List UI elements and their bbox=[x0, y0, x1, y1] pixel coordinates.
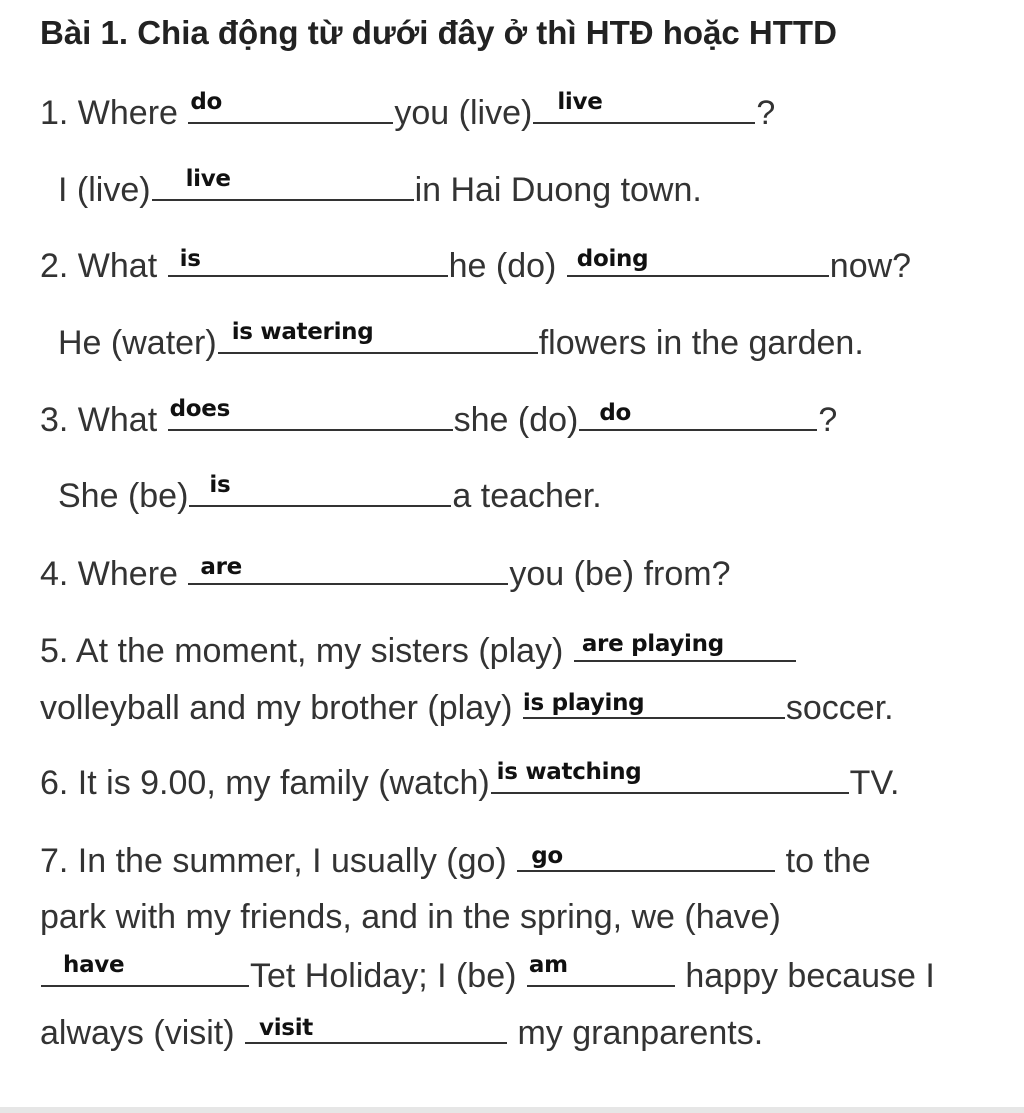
question-5-line-1 bbox=[40, 630, 797, 671]
q3-text-a: 3. What bbox=[40, 401, 167, 439]
q7-text-e: happy because I bbox=[675, 957, 935, 995]
q2-blank-1 bbox=[168, 245, 448, 277]
question-7-line-1 bbox=[40, 840, 871, 881]
q2r-text-a: He (water) bbox=[58, 324, 217, 362]
q2r-answer-1: is watering bbox=[231, 319, 374, 345]
q2-text-a: 2. What bbox=[40, 247, 167, 285]
question-1-response bbox=[58, 166, 702, 210]
q7-blank-4 bbox=[245, 1012, 507, 1044]
question-7-line-2 bbox=[40, 897, 781, 937]
q3-text-c: ? bbox=[818, 401, 838, 439]
q1-text-c: ? bbox=[756, 94, 776, 132]
q5-answer-1: are playing bbox=[581, 631, 724, 657]
q7-answer-3: am bbox=[528, 952, 568, 978]
q5-text-c: soccer. bbox=[785, 689, 894, 727]
q1r-text-a: I (live) bbox=[58, 171, 151, 209]
q5-text-a: 5. At the moment, my sisters (play) bbox=[40, 632, 573, 670]
question-7-line-4 bbox=[40, 1012, 763, 1053]
q3-answer-2: do bbox=[599, 400, 632, 426]
q3r-text-b: a teacher. bbox=[452, 477, 602, 515]
question-7-line-3 bbox=[40, 952, 935, 996]
q7-blank-1 bbox=[517, 840, 775, 872]
question-1 bbox=[40, 89, 776, 133]
q7-text-a: 7. In the summer, I usually (go) bbox=[40, 842, 517, 880]
question-3 bbox=[40, 396, 838, 440]
q1r-text-b: in Hai Duong town. bbox=[414, 171, 702, 209]
q5-blank-2 bbox=[523, 687, 785, 719]
q6-text-a: 6. It is 9.00, my family (watch) bbox=[40, 764, 490, 802]
question-5-line-2 bbox=[40, 687, 894, 728]
q3r-text-a: She (be) bbox=[58, 477, 189, 515]
q4-text-b: you (be) from? bbox=[509, 555, 731, 593]
q2r-text-b: flowers in the garden. bbox=[538, 324, 864, 362]
q7-text-d: Tet Holiday; I (be) bbox=[250, 957, 526, 995]
question-2-response bbox=[58, 319, 864, 363]
q3r-answer-1: is bbox=[209, 472, 231, 498]
q4-blank-1 bbox=[188, 553, 508, 585]
q7-blank-2 bbox=[41, 952, 249, 987]
q2r-blank-1 bbox=[218, 319, 538, 354]
q7-text-b: to the bbox=[776, 842, 871, 880]
q1r-answer-1: live bbox=[185, 166, 231, 192]
q7-answer-2: have bbox=[63, 952, 125, 978]
bottom-divider bbox=[0, 1107, 1024, 1113]
q3-text-b: she (do) bbox=[453, 401, 579, 439]
q5-text-b: volleyball and my brother (play) bbox=[40, 689, 522, 727]
q2-text-b: he (do) bbox=[448, 247, 566, 285]
q2-blank-2 bbox=[567, 245, 829, 277]
q3-blank-1 bbox=[168, 396, 453, 431]
q1r-blank-1 bbox=[152, 166, 414, 201]
question-3-response bbox=[58, 472, 602, 516]
q2-text-c: now? bbox=[829, 247, 912, 285]
exercise-title: Bài 1. Chia động từ dưới đây ở thì HTĐ hoặc HTTD bbox=[40, 14, 837, 51]
q5-blank-1 bbox=[574, 630, 796, 662]
q3r-blank-1 bbox=[189, 472, 451, 507]
q6-answer-1: is watching bbox=[496, 759, 642, 785]
q1-text-a: 1. Where bbox=[40, 94, 188, 132]
q5-answer-2: is playing bbox=[522, 690, 645, 716]
q1-blank-1 bbox=[188, 89, 393, 124]
question-2 bbox=[40, 245, 911, 286]
q7-text-g: my granparents. bbox=[508, 1014, 764, 1052]
q1-text-b: you (live) bbox=[394, 94, 533, 132]
q6-text-b: TV. bbox=[849, 764, 900, 802]
q3-blank-2 bbox=[579, 399, 817, 431]
q6-blank-1 bbox=[491, 759, 849, 794]
q7-text-f: always (visit) bbox=[40, 1014, 245, 1052]
q1-blank-2 bbox=[533, 89, 755, 124]
q2-answer-2: doing bbox=[576, 246, 649, 272]
q4-answer-1: are bbox=[200, 554, 242, 580]
q7-text-c: park with my friends, and in the spring, we (have) bbox=[40, 898, 781, 936]
question-6 bbox=[40, 759, 900, 803]
q7-answer-1: go bbox=[531, 843, 563, 869]
question-4 bbox=[40, 553, 730, 594]
q4-text-a: 4. Where bbox=[40, 555, 188, 593]
q3-answer-1: does bbox=[169, 396, 230, 422]
q1-answer-2: live bbox=[557, 89, 603, 115]
q2-answer-1: is bbox=[179, 246, 201, 272]
q1-answer-1: do bbox=[190, 89, 223, 115]
q7-answer-4: visit bbox=[259, 1015, 313, 1041]
q7-blank-3 bbox=[527, 952, 675, 987]
